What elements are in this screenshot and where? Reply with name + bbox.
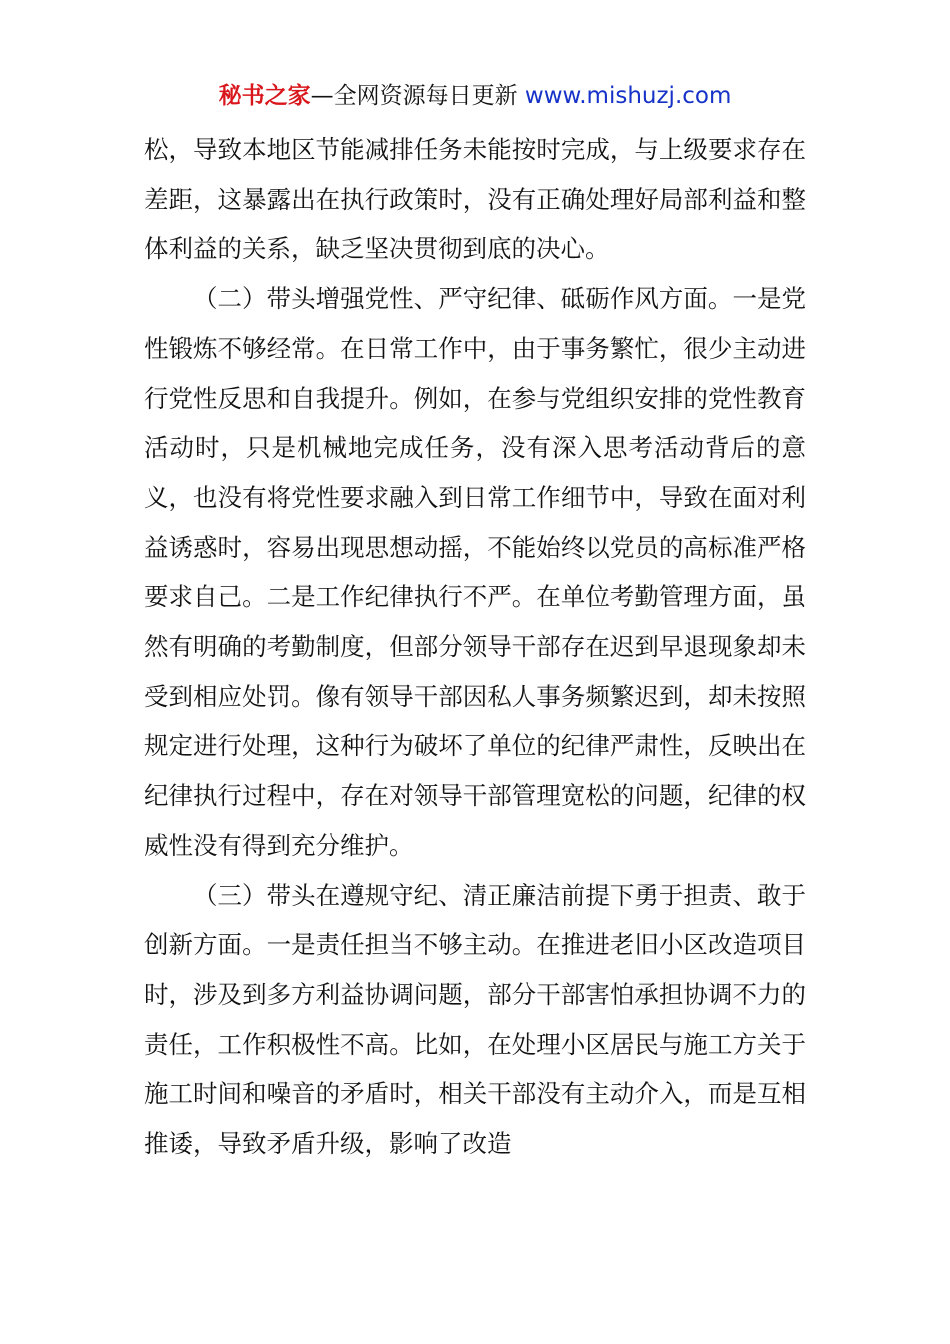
site-brand: 秘书之家 [218, 83, 311, 109]
paragraph-continuation: 松，导致本地区节能减排任务未能按时完成，与上级要求存在差距，这暴露出在执行政策时，没有正确处理好局部利益和整体利益的关系，缺乏坚决贯彻到底的决心。 [144, 135, 806, 264]
paragraph-section-2: （二）带头增强党性、严守纪律、砥砺作风方面。一是党性锻炼不够经常。在日常工作中，由于事务繁忙，很少主动进行党性反思和自我提升。例如，在参与党组织安排的党性教育活动时，只是机械地完成任务，没有深入思考活动背后的意义，也没有将党性要求融入到日常工作细节中，导致在面对利益诱惑时，容易出现思想动摇，不能始终以党员的高标准严格要求自己。二是工作纪律执行不严。在单位考勤管理方面，虽然有明确的考勤制度，但部分领导干部存在迟到早退现象却未受到相应处罚。像有领导干部因私人事务频繁迟到，却未按照规定进行处理，这种行为破坏了单位的纪律严肃性，反映出在纪律执行过程中，存在对领导干部管理宽松的问题，纪律的权威性没有得到充分维护。 [144, 284, 806, 860]
paragraph-section-3: （三）带头在遵规守纪、清正廉洁前提下勇于担责、敢于创新方面。一是责任担当不够主动。在推进老旧小区改造项目时，涉及到多方利益协调问题，部分干部害怕承担协调不力的责任，工作积极性不高。比如，在处理小区居民与施工方关于施工时间和噪音的矛盾时，相关干部没有主动介入，而是互相推诿，导致矛盾升级，影响了改造 [144, 880, 806, 1159]
site-header [0, 78, 950, 114]
site-tagline: —全网资源每日更新 [310, 83, 525, 109]
site-url: www.mishuzj.com [524, 83, 732, 109]
document-body [144, 125, 806, 1169]
